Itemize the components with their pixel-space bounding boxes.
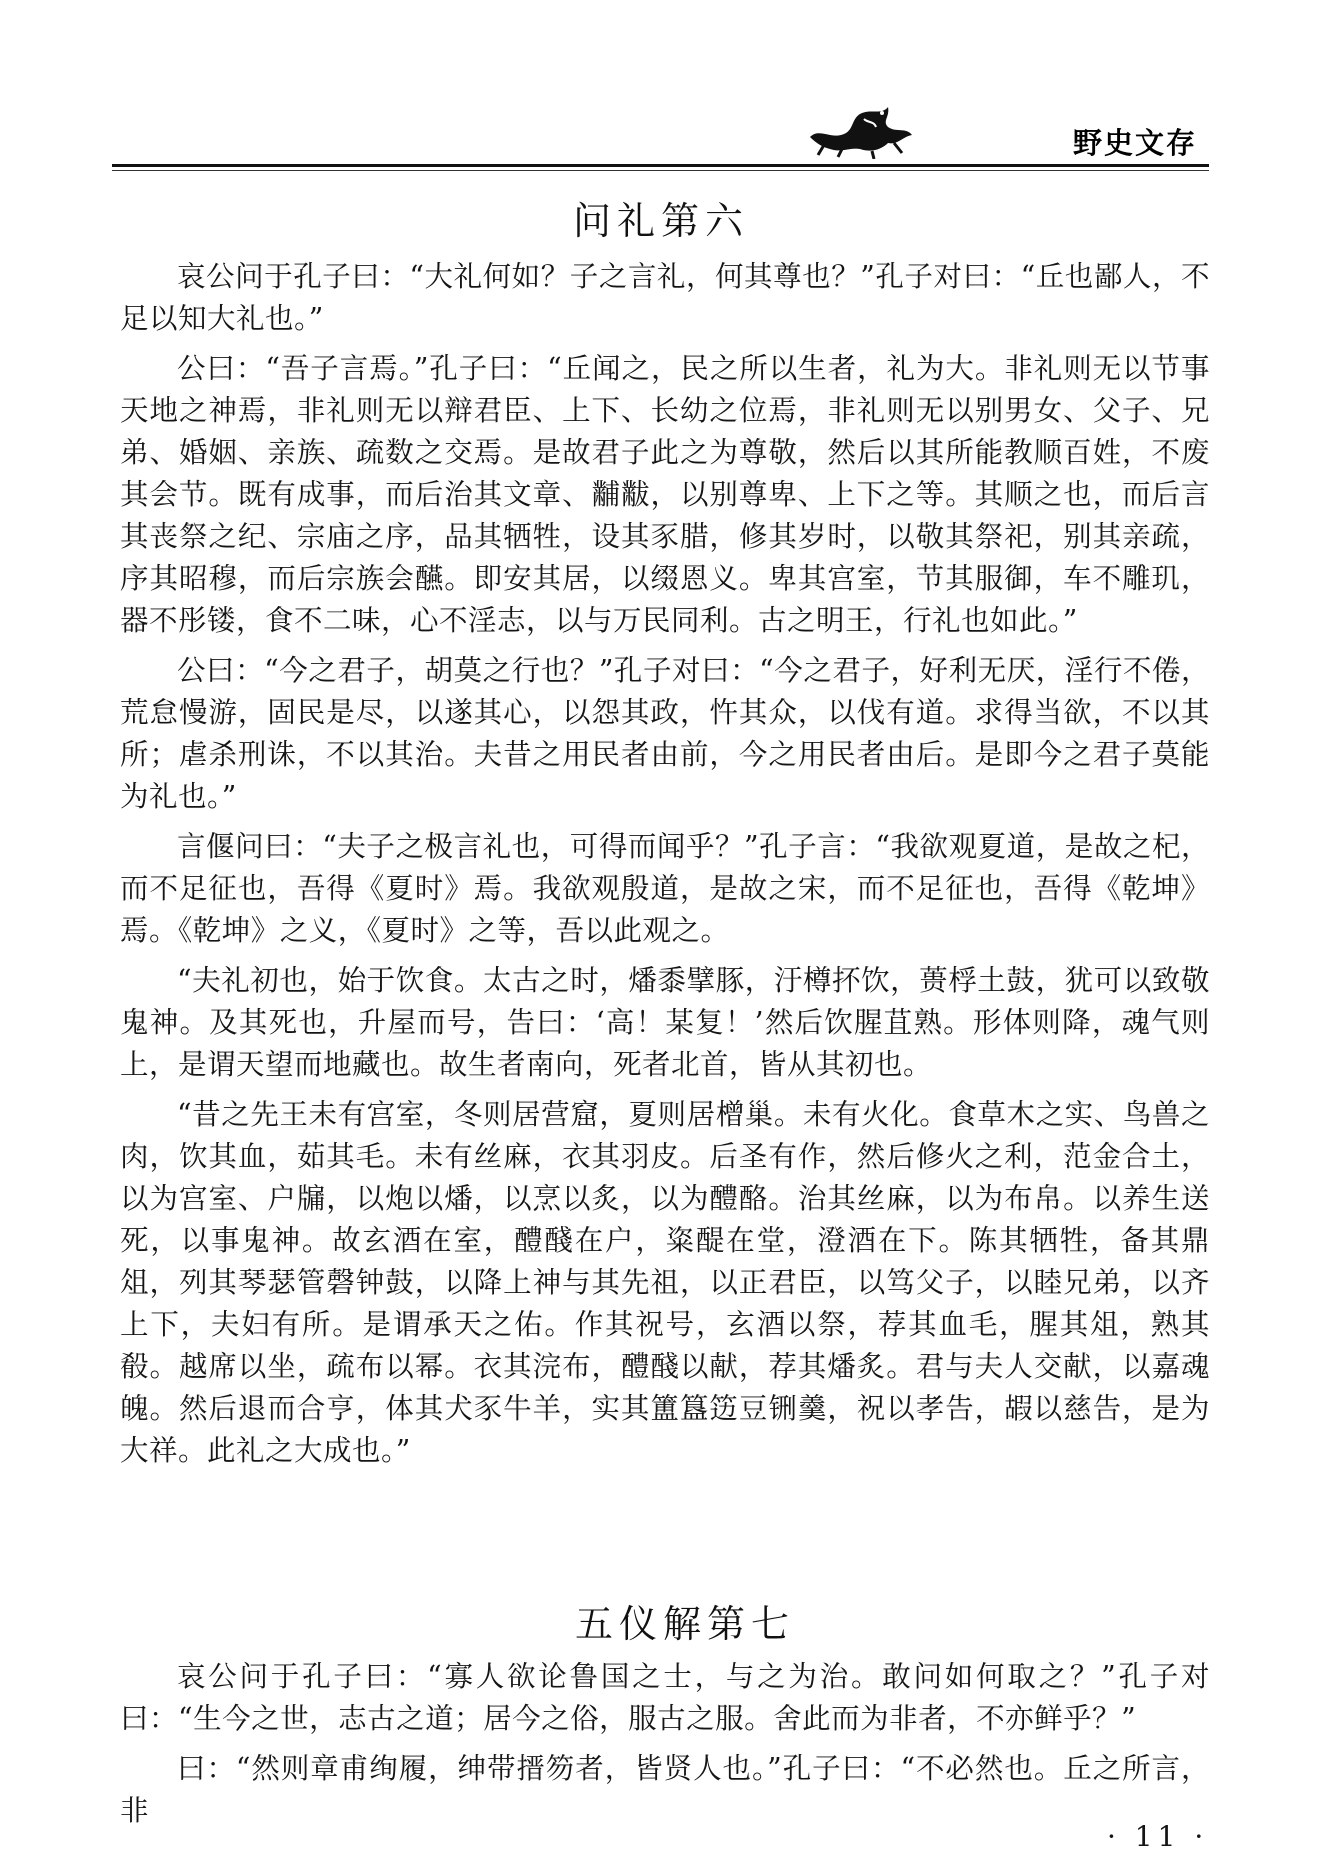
paragraph: “夫礼初也，始于饮食。太古之时，燔黍擘豚，汙樽抔饮，蒉桴土鼓，犹可以致敬鬼神。及其死也，升屋而号，告曰：‘高！某复！’然后饮腥苴熟。形体则降，魂气则上，是谓天望而地藏也。故生者南向，死者北首，皆从其初也。 — [120, 964, 1210, 1081]
section-body — [120, 1656, 1210, 1840]
paragraph: 哀公问于孔子曰：“大礼何如？子之言礼，何其尊也？”孔子对曰：“丘也鄙人，不足以知大礼也。” — [120, 260, 1210, 335]
paragraph: 言偃问曰：“夫子之极言礼也，可得而闻乎？”孔子言：“我欲观夏道，是故之杞，而不足征也，吾得《夏时》焉。我欲观殷道，是故之宋，而不足征也，吾得《乾坤》焉。《乾坤》之义，《夏时》之等，吾以此观之。 — [120, 830, 1210, 947]
dragon-emblem-icon — [802, 97, 932, 159]
section-title: 五仪解第七 — [575, 1602, 796, 1646]
header-rule-thin — [112, 170, 1209, 171]
paragraph: 公曰：“今之君子，胡莫之行也？”孔子对曰：“今之君子，好利无厌，淫行不倦，荒怠慢游，固民是尽，以遂其心，以怨其政，忤其众，以伐有道。求得当欲，不以其所；虐杀刑诛，不以其治。夫昔之用民者由前，今之用民者由后。是即今之君子莫能为礼也。” — [120, 654, 1210, 813]
page-number: · 11 · — [1107, 1820, 1209, 1853]
series-title: 野史文存 — [1072, 126, 1197, 160]
section-body — [120, 256, 1210, 1480]
running-header — [112, 95, 1209, 181]
paragraph: 公曰：“吾子言焉。”孔子曰：“丘闻之，民之所以生者，礼为大。非礼则无以节事天地之神焉，非礼则无以辩君臣、上下、长幼之位焉，非礼则无以别男女、父子、兄弟、婚姻、亲族、疏数之交焉。是故君子此之为尊敬，然后以其所能教顺百姓，不废其会节。既有成事，而后治其文章、黼黻，以别尊卑、上下之等。其顺之也，而后言其丧祭之纪、宗庙之序，品其牺牲，设其豕腊，修其岁时，以敬其祭祀，别其亲疏，序其昭穆，而后宗族会醼。即安其居，以缀恩义。卑其宫室，节其服御，车不雕玑，器不彤镂，食不二味，心不淫志，以与万民同利。古之明王，行礼也如此。” — [120, 352, 1210, 637]
header-rule-thick — [112, 164, 1209, 167]
paragraph: “昔之先王未有宫室，冬则居营窟，夏则居橧巢。未有火化。食草木之实、鸟兽之肉，饮其血，茹其毛。未有丝麻，衣其羽皮。后圣有作，然后修火之利，范金合土，以为宫室、户牖，以炮以燔，以烹以炙，以为醴酪。治其丝麻，以为布帛。以养生送死，以事鬼神。故玄酒在室，醴醆在户，粢醍在堂，澄酒在下。陈其牺牲，备其鼎俎，列其琴瑟管磬钟鼓，以降上神与其先祖，以正君臣，以笃父子，以睦兄弟，以齐上下，夫妇有所。是谓承天之佑。作其祝号，玄酒以祭，荐其血毛，腥其俎，熟其殽。越席以坐，疏布以幂。衣其浣布，醴醆以献，荐其燔炙。君与夫人交献，以嘉魂魄。然后退而合亨，体其犬豕牛羊，实其簠簋笾豆铏羹，祝以孝告，嘏以慈告，是为大祥。此礼之大成也。” — [120, 1098, 1210, 1467]
paragraph: 曰：“然则章甫绚履，绅带搢笏者，皆贤人也。”孔子曰：“不必然也。丘之所言，非 — [120, 1752, 1210, 1827]
section-title: 问礼第六 — [573, 199, 750, 243]
paragraph: 哀公问于孔子曰：“寡人欲论鲁国之士，与之为治。敢问如何取之？”孔子对曰：“生今之世，志古之道；居今之俗，服古之服。舍此而为非者，不亦鲜乎？” — [120, 1660, 1210, 1735]
